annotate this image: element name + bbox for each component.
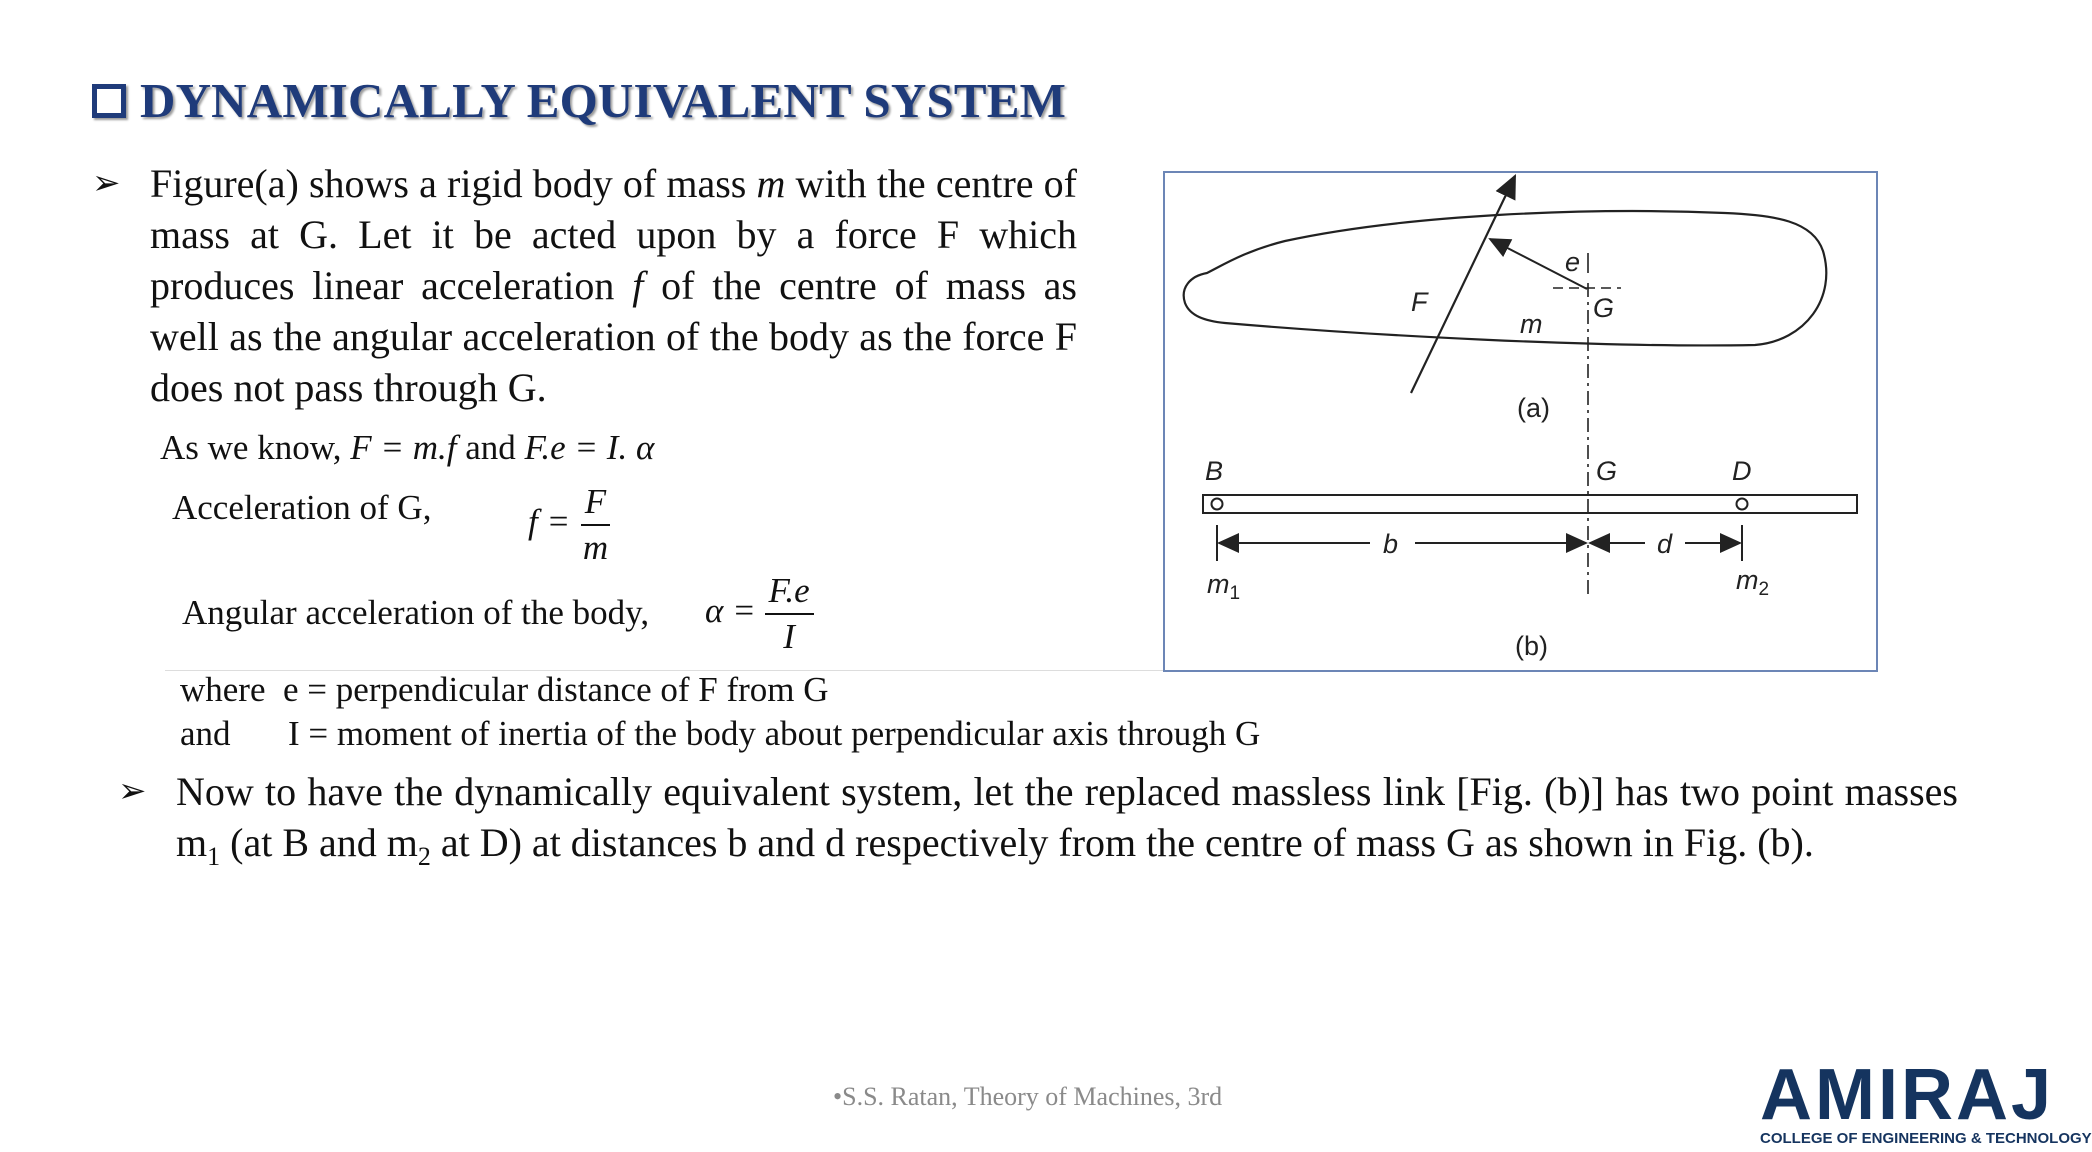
eq-line1-prefix: As we know, bbox=[160, 428, 351, 467]
checkbox-square-icon bbox=[92, 84, 126, 118]
label-D: D bbox=[1732, 456, 1752, 486]
bullet-2-sub2: 2 bbox=[417, 842, 431, 871]
accel-fraction bbox=[579, 480, 612, 570]
acceleration-label: Acceleration of G, bbox=[172, 488, 432, 527]
massless-link-bar bbox=[1203, 495, 1857, 513]
label-F: F bbox=[1411, 287, 1428, 317]
caption-b: (b) bbox=[1515, 631, 1548, 661]
label-G-b: G bbox=[1596, 456, 1618, 486]
bullet-2-text bbox=[176, 766, 1958, 882]
bullet-paragraph-1 bbox=[92, 158, 1077, 413]
and-def: I = moment of inertia of the body about perpendicular axis through G bbox=[288, 714, 1261, 753]
college-logo bbox=[1760, 1055, 2092, 1147]
slide-title bbox=[92, 72, 1066, 129]
citation-footer: •S.S. Ratan, Theory of Machines, 3rd bbox=[833, 1082, 1223, 1111]
eq-moment: F.e = I. α bbox=[524, 428, 655, 467]
eq-force-mass: F = m.f bbox=[350, 428, 457, 467]
accel-numerator: F bbox=[581, 480, 610, 526]
force-line bbox=[1411, 176, 1515, 393]
label-b: b bbox=[1383, 529, 1399, 559]
bullet-1-accel-symbol: f bbox=[632, 263, 644, 308]
label-G-a: G bbox=[1593, 293, 1615, 323]
figure-diagram bbox=[1163, 171, 1878, 672]
arrow-bullet-icon: ➢ bbox=[118, 773, 147, 810]
arrow-bullet-icon: ➢ bbox=[92, 165, 121, 202]
bullet-1-text bbox=[150, 158, 1077, 413]
and-word: and bbox=[180, 714, 231, 753]
bullet-1-part3: of the centre of mass as well as the angular acceleration of the body as the force F does not pass through G. bbox=[150, 263, 1077, 410]
angular-numerator: F.e bbox=[765, 569, 814, 615]
bullet-2-part3: at D) at distances b and d respectively from the centre of mass G as shown in Fig. (b). bbox=[430, 820, 1814, 865]
bullet-paragraph-2 bbox=[118, 766, 1958, 882]
figure-svg bbox=[1165, 173, 1876, 670]
rigid-body-outline bbox=[1184, 211, 1827, 345]
acceleration-equation bbox=[528, 480, 612, 570]
accel-denominator: m bbox=[582, 528, 609, 567]
equation-line-1 bbox=[160, 428, 654, 468]
label-B: B bbox=[1205, 456, 1224, 486]
point-B-marker bbox=[1212, 499, 1223, 510]
bullet-2-sub1: 1 bbox=[207, 842, 221, 871]
accel-lhs: f = bbox=[528, 502, 571, 542]
label-m2: $m_2$ bbox=[1736, 565, 1770, 600]
label-d: d bbox=[1657, 529, 1673, 559]
label-m: m bbox=[1520, 309, 1543, 339]
angular-denominator: I bbox=[783, 617, 795, 656]
angular-fraction bbox=[765, 569, 814, 659]
bullet-1-part2: with the centre of mass at G. Let it be acted upon by a force F which produces linear acceleration bbox=[150, 161, 1077, 308]
angular-acceleration-equation bbox=[705, 569, 814, 659]
logo-brand-text: AMIRAJ bbox=[1760, 1055, 2055, 1135]
label-m1: $m_1$ bbox=[1207, 569, 1241, 604]
point-D-marker bbox=[1737, 499, 1748, 510]
where-def: e = perpendicular distance of F from G bbox=[283, 670, 829, 709]
where-definition bbox=[180, 670, 829, 710]
bullet-1-part1: Figure(a) shows a rigid body of mass bbox=[150, 161, 757, 206]
caption-a: (a) bbox=[1517, 393, 1550, 423]
angular-acceleration-label: Angular acceleration of the body, bbox=[182, 593, 650, 632]
bullet-2-part2: (at B and m bbox=[220, 820, 418, 865]
and-definition bbox=[180, 714, 1260, 754]
bullet-2-part1: Now to have the dynamically equivalent system, let the replaced massless link [Fig. (b)] has two point masses m bbox=[176, 769, 1958, 865]
eq-and: and bbox=[456, 428, 525, 467]
slide-title-text: DYNAMICALLY EQUIVALENT SYSTEM bbox=[140, 73, 1067, 128]
bullet-1-mass-symbol: m bbox=[756, 161, 786, 206]
logo-subtitle: COLLEGE OF ENGINEERING & TECHNOLOGY bbox=[1760, 1130, 2092, 1147]
where-word: where bbox=[180, 670, 266, 709]
angular-lhs: α = bbox=[705, 591, 756, 631]
label-e: e bbox=[1565, 247, 1581, 277]
